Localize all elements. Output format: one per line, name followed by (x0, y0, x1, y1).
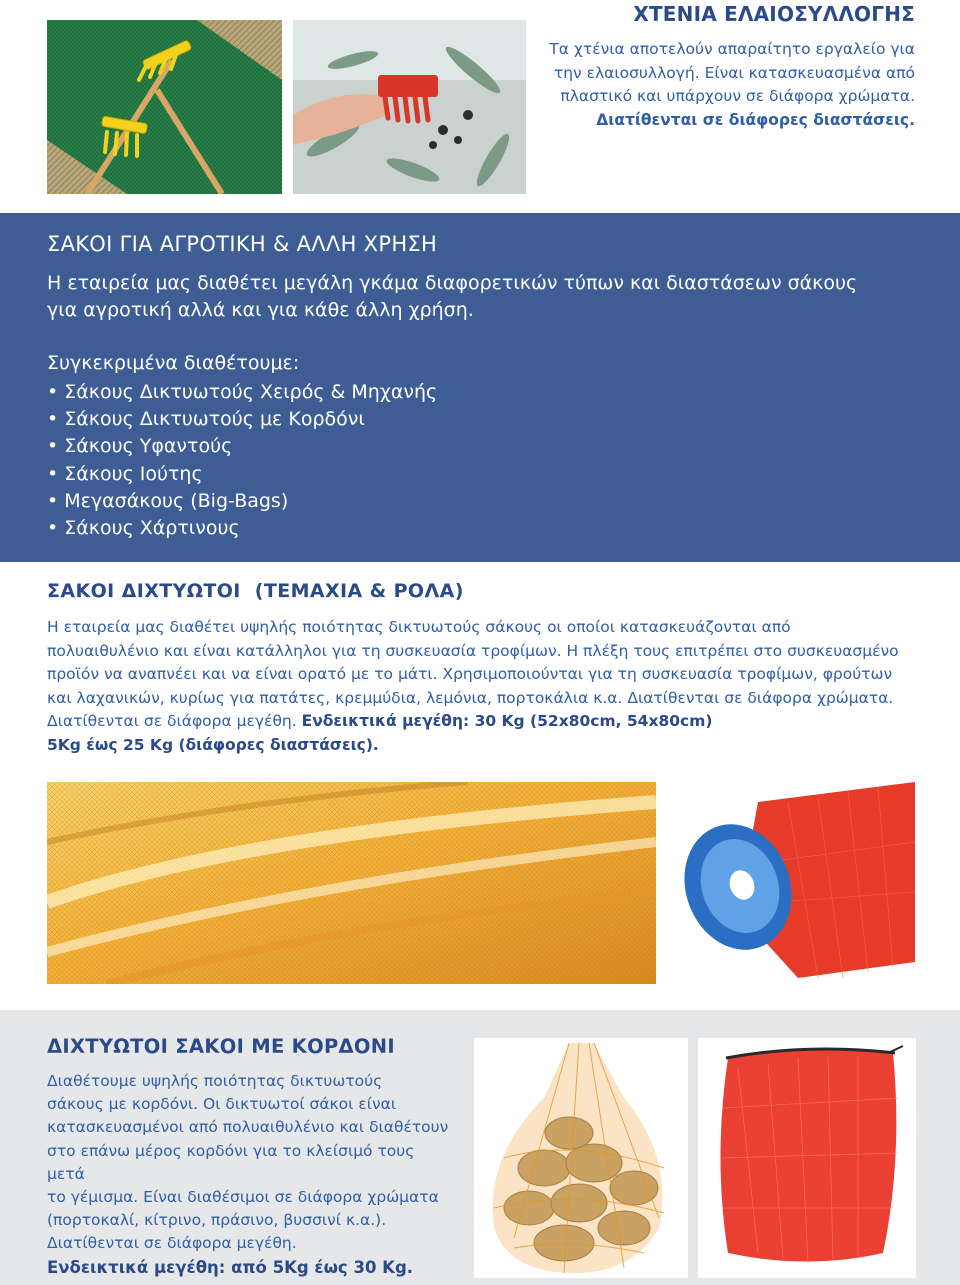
list-item: • Σάκους Υφαντούς (47, 433, 437, 460)
olive-combs-emphasis: Διατίθενται σε διάφορες διαστάσεις. (596, 110, 915, 129)
drawstring-bags-emphasis: Ενδεικτικά μεγέθη: από 5Kg έως 30 Kg. (47, 1257, 414, 1277)
list-item: • Σάκους Χάρτινους (47, 515, 437, 542)
bag-list-intro: Συγκεκριμένα διαθέτουμε: (47, 352, 300, 374)
mesh-bags-title: ΣΑΚΟΙ ΔΙΧΤΥΩΤΟΙ (ΤΕΜΑΧΙΑ & ΡΟΛΑ) (47, 580, 464, 602)
red-mesh-roll-photo (668, 782, 915, 978)
red-drawstring-bag-photo (698, 1038, 916, 1278)
mesh-bags-sizes-plain: Διατίθενται σε διάφορα μεγέθη. (47, 712, 302, 730)
bag-types-list (47, 379, 437, 542)
mesh-bags-sizes-range: 5Kg έως 25 Kg (διάφορες διαστάσεις). (47, 735, 379, 754)
combs-on-net-photo (47, 20, 282, 194)
mesh-bags-line: και λαχανικών, κυρίως για πατάτες, κρεμμύδια, λεμόνια, πορτοκάλια κ.α. Διατίθενται σε διάφορα χρώματα. (47, 688, 894, 707)
potatoes-in-mesh-bag-photo (474, 1038, 688, 1278)
mesh-bags-sizes-bold: Ενδεικτικά μεγέθη: 30 Kg (52x80cm, 54x80cm) (301, 712, 713, 730)
agricultural-bags-intro-line: για αγροτική αλλά και για κάθε άλλη χρήση. (47, 299, 474, 321)
olive-combs-line: την ελαιοσυλλογή. Είναι κατασκευασμένα από (553, 63, 915, 82)
drawstring-bags-line: κατασκευασμένοι από πολυαιθυλένιο και διαθέτουν (47, 1118, 449, 1137)
drawstring-bags-line: σάκους με κορδόνι. Οι δικτυωτοί σάκοι είναι (47, 1095, 397, 1114)
agricultural-bags-intro (47, 270, 907, 324)
drawstring-bags-line: Διαθέτουμε υψηλής ποιότητας δικτυωτούς (47, 1072, 383, 1090)
mesh-bags-line: Η εταιρεία μας διαθέτει υψηλής ποιότητας δικτυωτούς σάκους οι οποίοι κατασκευάζονται από (47, 618, 791, 636)
olive-combs-line: Τα χτένια αποτελούν απαραίτητο εργαλείο για (549, 40, 915, 58)
list-item: • Σάκους Δικτυωτούς Χειρός & Μηχανής (47, 379, 437, 406)
drawstring-bags-line: (πορτοκαλί, κίτρινο, πράσινο, βυσσινί κ.α.). (47, 1211, 387, 1230)
drawstring-bags-line: Διατίθενται σε διάφορα μεγέθη. (47, 1234, 297, 1253)
list-item: • Σάκους Δικτυωτούς με Κορδόνι (47, 406, 437, 433)
mesh-bags-sizes-line (47, 710, 927, 734)
drawstring-bags-line: στο επάνω μέρος κορδόνι για το κλείσιμό τους μετά (47, 1141, 415, 1183)
drawstring-bags-title: ΔΙΧΤΥΩΤΟΙ ΣΑΚΟΙ ΜΕ ΚΟΡΔΟΝΙ (47, 1035, 395, 1058)
olive-combs-line: πλαστικό και υπάρχουν σε διάφορα χρώματα. (560, 87, 915, 105)
olive-combs-description (520, 38, 915, 132)
mesh-bags-line: πολυαιθυλένιο και είναι κατάλληλοι για τη συσκευασία τροφίμων. Η πλέξη τους επιτρέπει στο συσκευασμένο (47, 641, 899, 660)
olive-combs-title: ΧΤΕΝΙΑ ΕΛΑΙΟΣΥΛΛΟΓΗΣ (633, 2, 915, 26)
drawstring-bags-description (47, 1070, 457, 1279)
list-item: • Σάκους Ιούτης (47, 461, 437, 488)
mesh-bags-line: προϊόν να αναπνέει και να είναι ορατό με το μάτι. Χρησιμοποιούνται για τη συσκευασία τροφίμων, φρούτων (47, 665, 893, 683)
list-item: • Μεγασάκους (Big-Bags) (47, 488, 437, 515)
yellow-mesh-roll-photo (47, 782, 656, 984)
agricultural-bags-intro-line: Η εταιρεία μας διαθέτει μεγάλη γκάμα διαφορετικών τύπων και διαστάσεων σάκους (47, 272, 858, 294)
comb-in-olive-tree-photo (293, 20, 526, 194)
agricultural-bags-title: ΣΑΚΟΙ ΓΙΑ ΑΓΡΟΤΙΚΗ & ΑΛΛΗ ΧΡΗΣΗ (47, 232, 438, 256)
drawstring-bags-line: το γέμισμα. Είναι διαθέσιμοι σε διάφορα χρώματα (47, 1188, 439, 1207)
mesh-bags-description (47, 616, 927, 757)
